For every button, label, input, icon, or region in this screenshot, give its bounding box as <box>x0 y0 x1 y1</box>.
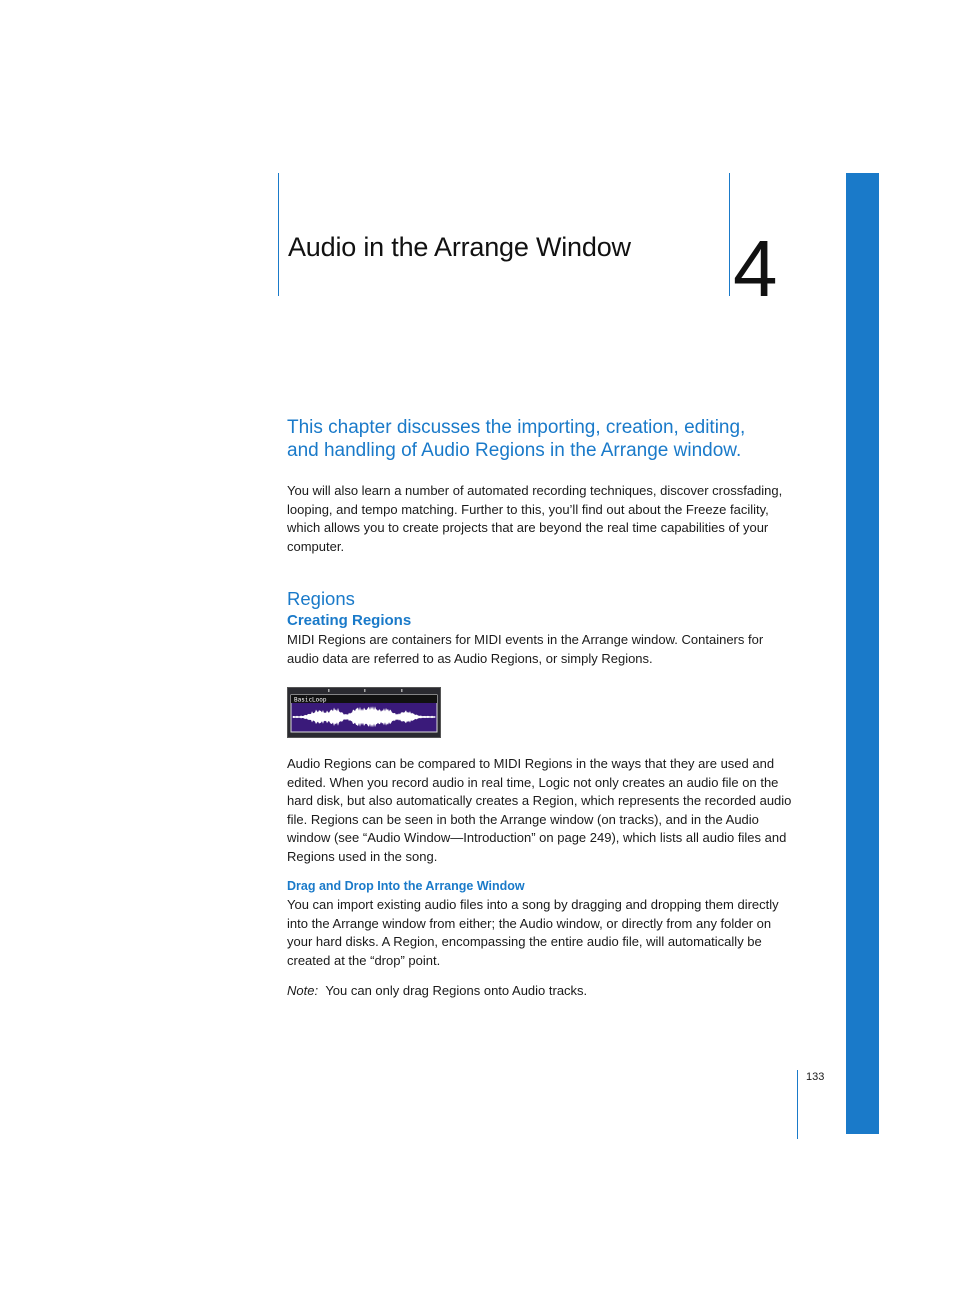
note-text: You can only drag Regions onto Audio tracks. <box>325 983 588 998</box>
page-number: 133 <box>806 1071 825 1083</box>
text-line: You can import existing audio files into a song by dragging and dropping them directly <box>287 897 779 912</box>
heading-drag-and-drop: Drag and Drop Into the Arrange Window <box>287 879 525 893</box>
text-line: Audio Regions can be compared to MIDI Regions in the ways that they are used and <box>287 756 775 771</box>
text-line: which allows you to create projects that are beyond the real time capabilities of your <box>287 520 769 536</box>
title-rule-left <box>278 173 279 296</box>
intro-line: and handling of Audio Regions in the Arrange window. <box>287 440 742 461</box>
chapter-intro <box>287 416 807 462</box>
text-line: created at the “drop” point. <box>287 952 441 968</box>
text-line: Regions used in the song. <box>287 848 438 864</box>
text-line: audio data are referred to as Audio Regions, or simply Regions. <box>287 650 653 666</box>
chapter-number: 4 <box>733 224 778 313</box>
audio-regions-paragraph <box>287 755 807 867</box>
text-line: file. Regions can be seen in both the Arrange window (on tracks), and in the Audio <box>287 811 759 827</box>
text-line: hard disk, but also automatically creates a Region, which represents the recorded audio <box>287 793 792 809</box>
chapter-number-rule <box>729 173 730 296</box>
text-line: You will also learn a number of automated recording techniques, discover crossfading, <box>287 483 783 498</box>
chapter-title: Audio in the Arrange Window <box>288 232 631 262</box>
note-label: Note: <box>287 983 319 998</box>
text-line: computer. <box>287 538 345 554</box>
audio-region-figure <box>287 687 441 738</box>
note-paragraph <box>287 982 807 1001</box>
note-line <box>287 982 807 1001</box>
intro-line: This chapter discusses the importing, creation, editing, <box>287 417 746 438</box>
drag-drop-paragraph <box>287 896 807 970</box>
audio-region-waveform-image <box>288 688 440 737</box>
text-line: looping, and tempo matching. Further to this, you’ll find out about the Freeze facility, <box>287 501 769 517</box>
page-number-rule <box>797 1070 798 1139</box>
chapter-tab-bar <box>846 173 879 1134</box>
text-line: edited. When you record audio in real time, Logic not only creates an audio file on the <box>287 774 779 790</box>
regions-paragraph <box>287 631 807 668</box>
section-heading-regions: Regions <box>287 588 355 609</box>
text-line: your hard disks. A Region, encompassing the entire audio file, will automatically be <box>287 934 762 950</box>
subsection-heading-creating-regions: Creating Regions <box>287 612 412 629</box>
text-line: window (see “Audio Window—Introduction” on page 249), which lists all audio files and <box>287 830 787 846</box>
text-line: into the Arrange window from either; the Audio window, or directly from any folder on <box>287 915 772 931</box>
region-name-label: BasicLoop <box>294 696 327 704</box>
text-line: MIDI Regions are containers for MIDI events in the Arrange window. Containers for <box>287 632 764 647</box>
intro-paragraph <box>287 482 807 556</box>
